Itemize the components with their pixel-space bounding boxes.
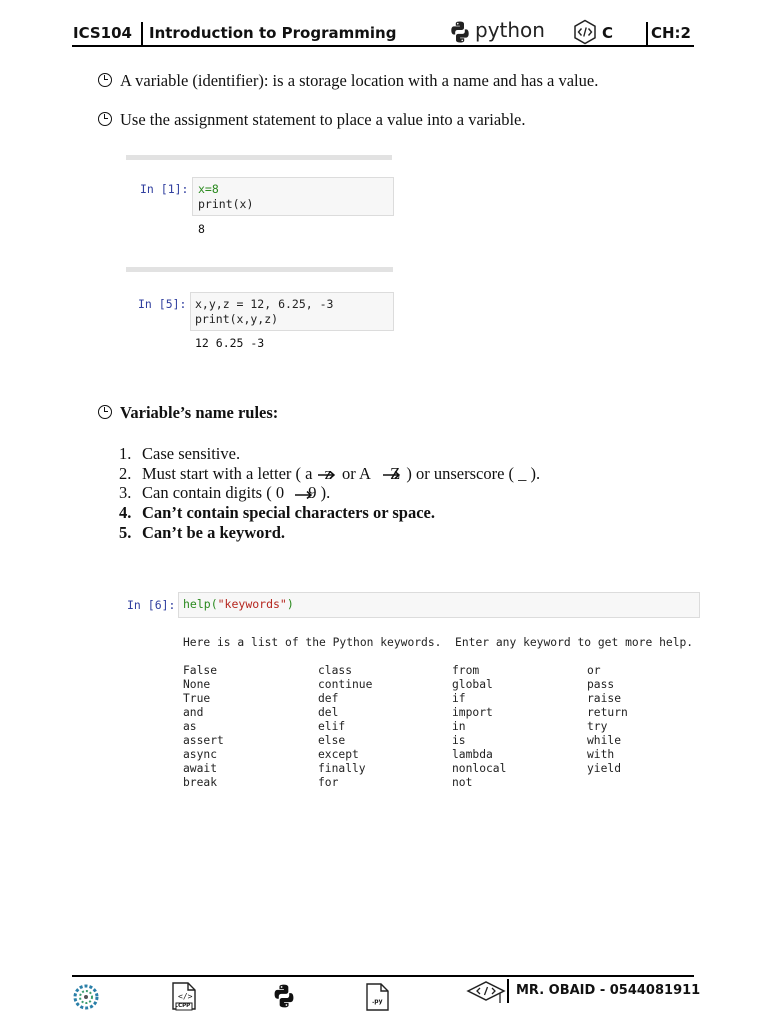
author-contact: MR. OBAID - 0544081911 — [516, 983, 701, 998]
python-logo-icon — [448, 20, 472, 44]
keyword-item: and — [183, 706, 204, 719]
keyword-item: await — [183, 762, 218, 775]
keyword-item: del — [318, 706, 339, 719]
keyword-item: try — [587, 720, 608, 733]
header-divider — [141, 22, 143, 46]
keywords-column — [318, 664, 372, 790]
code-hexagon-icon — [572, 19, 598, 45]
keyword-item: except — [318, 748, 359, 761]
keywords-column — [587, 664, 628, 776]
code-line: print(x,y,z) — [195, 312, 279, 326]
python-logo-text: python — [475, 18, 545, 42]
keyword-item: not — [452, 776, 473, 789]
graduation-code-icon — [466, 979, 506, 1007]
keyword-item: if — [452, 692, 466, 705]
keyword-item: nonlocal — [452, 762, 507, 775]
keyword-item: from — [452, 664, 480, 677]
footer-divider — [507, 979, 509, 1003]
svg-text:</>: </> — [178, 992, 193, 1001]
keyword-item: continue — [318, 678, 373, 691]
keyword-item: break — [183, 776, 218, 789]
cpp-file-label: .CPP — [176, 1003, 191, 1009]
cell-prompt: In [5]: — [138, 297, 187, 311]
header-divider — [646, 22, 648, 46]
keyword-item: return — [587, 706, 628, 719]
keyword-item: yield — [587, 762, 622, 775]
code-line: x,y,z = 12, 6.25, -3 — [195, 297, 334, 311]
keyword-item: async — [183, 748, 218, 761]
keyword-item: finally — [318, 762, 366, 775]
cell-prompt: In [6]: — [127, 598, 176, 612]
keyword-item: class — [318, 664, 353, 677]
keyword-item: else — [318, 734, 346, 747]
python-logo-icon — [271, 983, 297, 1009]
cell-separator — [126, 267, 393, 272]
c-language-label: C — [602, 24, 614, 42]
keyword-item: with — [587, 748, 615, 761]
list-item: 4. Can’t contain special characters or space. — [119, 503, 435, 523]
keyword-item: global — [452, 678, 493, 691]
keyword-item: lambda — [452, 748, 493, 761]
keyword-item: None — [183, 678, 211, 691]
footer-rule — [72, 975, 694, 977]
bullet-name-rules: Variable’s name rules: — [98, 403, 278, 423]
keyword-item: False — [183, 664, 218, 677]
bullet-assignment: Use the assignment statement to place a value into a variable. — [98, 110, 525, 130]
cell-prompt: In [1]: — [140, 182, 189, 196]
py-file-icon — [363, 982, 391, 1012]
list-item: 2. Must start with a letter ( a z or A Z ) or unserscore ( _ ). — [119, 463, 541, 483]
code-line: help("keywords") — [183, 597, 294, 611]
keyword-item: is — [452, 734, 466, 747]
clock-bullet-icon — [98, 112, 112, 126]
keyword-item: assert — [183, 734, 224, 747]
course-code: ICS104 — [73, 24, 132, 42]
cell-output: 12 6.25 -3 — [195, 336, 265, 350]
keyword-item: while — [587, 734, 622, 747]
course-title: Introduction to Programming — [149, 24, 397, 42]
list-item: 1. Case sensitive. — [119, 444, 241, 463]
keywords-column — [452, 664, 506, 790]
keyword-item: pass — [587, 678, 615, 691]
clock-bullet-icon — [98, 73, 112, 87]
header-rule — [72, 45, 694, 47]
keyword-item: raise — [587, 692, 622, 705]
keywords-column — [183, 664, 224, 790]
clock-bullet-icon — [98, 405, 112, 419]
cell-output: 8 — [198, 222, 205, 236]
name-rules-list — [119, 444, 540, 543]
keyword-item: elif — [318, 720, 346, 733]
keyword-item: or — [587, 664, 601, 677]
course-logo-icon — [72, 983, 100, 1011]
bullet-variable-definition: A variable (identifier): is a storage location with a name and has a value. — [98, 71, 598, 91]
keyword-item: as — [183, 720, 197, 733]
list-item: 5. Can’t be a keyword. — [119, 522, 285, 542]
keyword-item: in — [452, 720, 466, 733]
keyword-item: for — [318, 776, 339, 789]
chapter-label: CH:2 — [651, 24, 691, 42]
keyword-item: import — [452, 706, 493, 719]
code-line: x=8 — [198, 182, 219, 196]
code-line: print(x) — [198, 197, 254, 211]
list-item: 3. Can contain digits ( 0 9 ). — [119, 483, 331, 503]
keyword-item: def — [318, 692, 339, 705]
py-file-label: .py — [372, 998, 383, 1005]
keyword-item: True — [183, 692, 211, 705]
keywords-intro: Here is a list of the Python keywords. Enter any keyword to get more help. — [183, 636, 694, 649]
cell-separator — [126, 155, 392, 160]
